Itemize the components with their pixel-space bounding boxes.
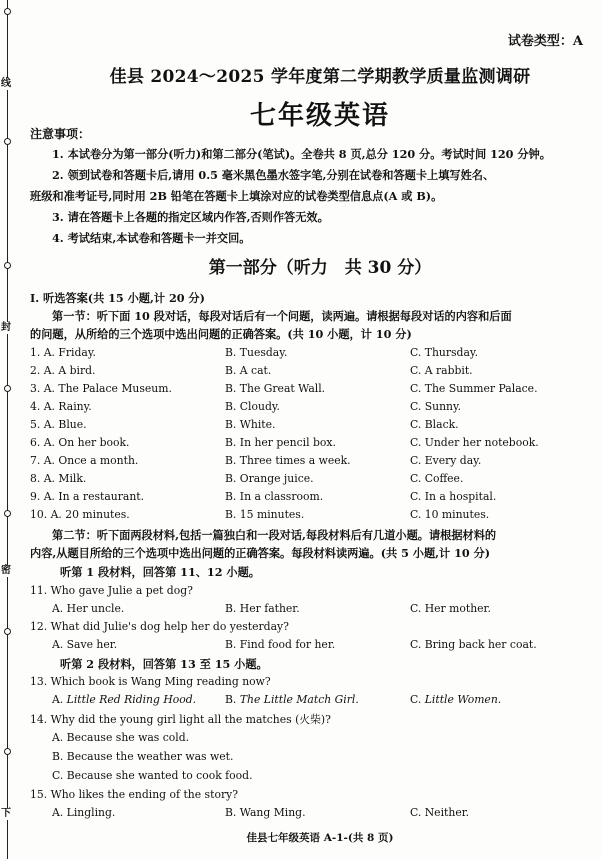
- option-a: A. Because she was cold.: [52, 731, 190, 744]
- option-c: C. Because she wanted to cook food.: [52, 769, 253, 782]
- section-intro: 第一节：听下面 10 段对话，每段对话后有一个问题，读两遍。请根据每段对话的内容和后面: [52, 309, 512, 323]
- option-a: 1. A. Friday.: [30, 346, 96, 359]
- binding-margin: [0, 0, 20, 859]
- option-b: B. Three times a week.: [225, 454, 351, 467]
- option-a: 2. A. A bird.: [30, 364, 96, 377]
- option-b: B. Because the weather was wet.: [52, 750, 234, 763]
- page-footer: 佳县七年级英语 A-1-(共 8 页): [246, 832, 394, 844]
- part-title: 第一部分（听力 共 30 分）: [208, 258, 432, 278]
- binding-dot: [4, 138, 11, 145]
- option-a: 6. A. On her book.: [30, 436, 130, 449]
- book-title: The Little Match Girl.: [239, 693, 359, 706]
- option-c: C. Sunny.: [410, 400, 462, 413]
- option-b: B. Cloudy.: [225, 400, 280, 413]
- option-b: B. 15 minutes.: [225, 508, 305, 521]
- option-b: B. Tuesday.: [225, 346, 288, 359]
- option-a: 7. A. Once a month.: [30, 454, 139, 467]
- notice-item: 班级和准考证号,同时用 2B 铅笔在答题卡上填涂对应的试卷类型信息点(A 或 B)。: [30, 189, 443, 203]
- option-c: C. Coffee.: [410, 472, 464, 485]
- option-c: C. Black.: [410, 418, 459, 431]
- question-stem: 15. Who likes the ending of the story?: [30, 788, 238, 801]
- school-title: 佳县 2024～2025 学年度第二学期教学质量监测调研: [109, 67, 531, 87]
- paper-type: 试卷类型：A: [507, 34, 583, 49]
- notice-item: 1. 本试卷分为第一部分(听力)和第二部分(笔试)。全卷共 8 页,总分 120 分。考试时间 120 分钟。: [52, 147, 551, 161]
- option-b: B. A cat.: [225, 364, 272, 377]
- binding-dot: [4, 8, 11, 15]
- binding-dot: [4, 262, 11, 269]
- book-title: Little Women.: [424, 693, 502, 706]
- section-heading: Ⅰ. 听选答案(共 15 小题,计 20 分): [30, 291, 205, 305]
- question-stem: 11. Who gave Julie a pet dog?: [30, 584, 193, 597]
- material-instruction: 听第 2 段材料，回答第 13 至 15 小题。: [60, 657, 268, 671]
- option-a: 4. A. Rainy.: [30, 400, 92, 413]
- option-a: A. Her uncle.: [52, 602, 125, 615]
- option-label: B.: [225, 693, 240, 706]
- option-c: C. Her mother.: [410, 602, 491, 615]
- option-c: C. Neither.: [410, 806, 470, 819]
- binding-dot: [4, 628, 11, 635]
- binding-line: [7, 0, 8, 859]
- option-b: B. Her father.: [225, 602, 300, 615]
- binding-mark: 封: [1, 322, 11, 333]
- binding-mark: 线: [1, 78, 11, 89]
- option-a: 10. A. 20 minutes.: [30, 508, 130, 521]
- binding-dot: [4, 748, 11, 755]
- option-label: C.: [410, 693, 425, 706]
- material-instruction: 听第 1 段材料，回答第 11、12 小题。: [60, 565, 260, 579]
- option-b: B. In her pencil box.: [225, 436, 336, 449]
- option-a: 9. A. In a restaurant.: [30, 490, 145, 503]
- option-c: [410, 693, 501, 706]
- option-a: 8. A. Milk.: [30, 472, 87, 485]
- option-b: B. Orange juice.: [225, 472, 314, 485]
- binding-dot: [4, 385, 11, 392]
- section-intro: 内容,从题目所给的三个选项中选出问题的正确答案。每段材料读两遍。(共 5 小题,计 10 分): [30, 546, 491, 560]
- option-c: C. The Summer Palace.: [410, 382, 538, 395]
- option-c: C. Bring back her coat.: [410, 638, 537, 651]
- notice-item: 2. 领到试卷和答题卡后,请用 0.5 毫米黑色墨水签字笔,分别在试卷和答题卡上填写姓名、: [52, 168, 495, 182]
- notice-item: 4. 考试结束,本试卷和答题卡一并交回。: [52, 231, 251, 245]
- option-a: 3. A. The Palace Museum.: [30, 382, 172, 395]
- option-b: B. In a classroom.: [225, 490, 324, 503]
- notice-item: 3. 请在答题卡上各题的指定区域内作答,否则作答无效。: [52, 210, 329, 224]
- binding-mark: 下: [1, 808, 11, 819]
- option-b: B. White.: [225, 418, 276, 431]
- option-label: A.: [52, 693, 67, 706]
- option-a: A. Save her.: [52, 638, 118, 651]
- book-title: Little Red Riding Hood.: [66, 693, 197, 706]
- option-c: C. Thursday.: [410, 346, 478, 359]
- option-c: C. 10 minutes.: [410, 508, 490, 521]
- option-c: C. A rabbit.: [410, 364, 473, 377]
- option-b: [225, 693, 359, 706]
- question-stem: 13. Which book is Wang Ming reading now?: [30, 675, 271, 688]
- option-a: [52, 693, 196, 706]
- notice-heading: 注意事项：: [30, 127, 91, 141]
- section-intro: 的问题，从所给的三个选项中选出问题的正确答案。(共 10 小题，计 10 分): [30, 327, 412, 341]
- question-stem: 14. Why did the young girl light all the matches (火柴)?: [30, 713, 331, 726]
- subject-title: 七年级英语: [249, 101, 390, 131]
- option-b: B. Wang Ming.: [225, 806, 306, 819]
- binding-mark: 密: [1, 565, 11, 576]
- option-a: A. Lingling.: [52, 806, 116, 819]
- option-c: C. In a hospital.: [410, 490, 497, 503]
- option-c: C. Every day.: [410, 454, 482, 467]
- option-a: 5. A. Blue.: [30, 418, 87, 431]
- option-b: B. The Great Wall.: [225, 382, 326, 395]
- option-c: C. Under her notebook.: [410, 436, 539, 449]
- section-intro: 第二节：听下面两段材料,包括一篇独白和一段对话,每段材料后有几道小题。请根据材料的: [52, 528, 497, 542]
- option-b: B. Find food for her.: [225, 638, 336, 651]
- binding-dot: [4, 510, 11, 517]
- question-stem: 12. What did Julie's dog help her do yesterday?: [30, 620, 289, 633]
